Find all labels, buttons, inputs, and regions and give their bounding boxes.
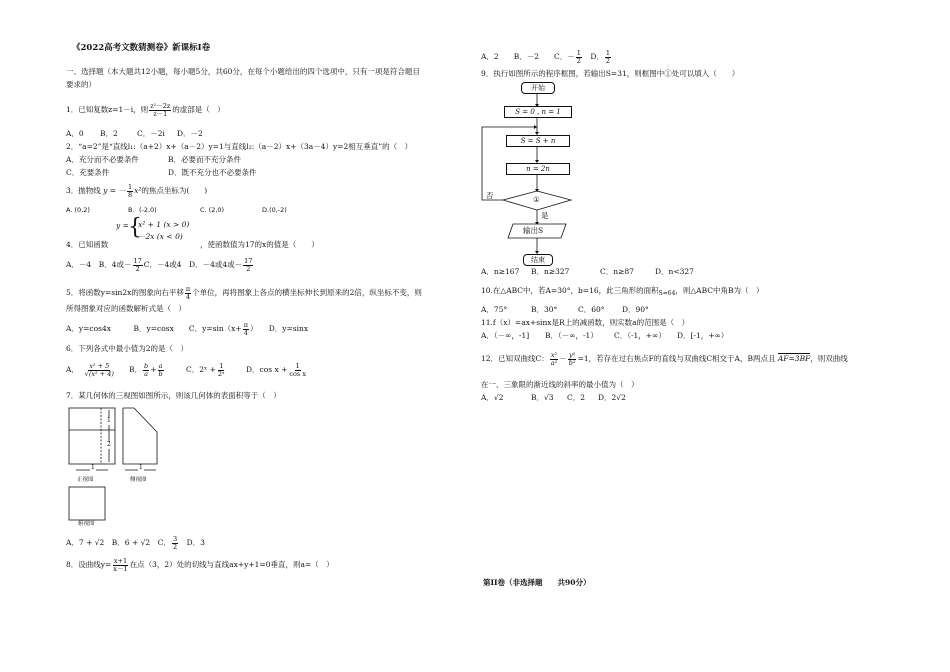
q3-option-d: D.(0,-2) <box>262 206 287 214</box>
flow-yes-label: 是 <box>541 211 549 220</box>
q9-stem: 9．执行如图所示的程序框图，若输出S=31，则框图中①处可以填入（ ） <box>481 69 740 78</box>
q12-option-b: B．√3 <box>531 393 554 402</box>
q1-option-d: D．－2 <box>177 129 203 138</box>
q4-case2: －2x (x < 0) <box>138 232 183 241</box>
flow-condition: ① <box>533 195 540 204</box>
q9-option-a: A．n≥167 <box>481 267 520 276</box>
part-two-heading: 第II卷（非选择题 共90分） <box>483 578 591 587</box>
side-view-label: 侧视图 <box>130 477 147 483</box>
q10-option-c: C．60° <box>578 305 605 314</box>
q12-option-c: C．2 <box>567 393 586 402</box>
q4-stem-pre: 4．已知函数 <box>66 240 109 249</box>
q9-option-c: C．n≥87 <box>600 267 634 276</box>
q2-option-d: D．既不充分也不必要条件 <box>168 168 257 177</box>
flow-init: S = 0 , n = 1 <box>504 106 572 118</box>
section-instruction-cont: 要求的） <box>66 80 96 89</box>
q1-option-c: C．－2i <box>137 129 165 138</box>
flow-no-label: 否 <box>486 191 494 200</box>
q4-case1: x² + 1 (x > 0) <box>138 220 190 229</box>
side-dim-label: 1 <box>139 464 143 471</box>
q2-option-c: C．充要条件 <box>66 168 110 177</box>
q4-stem-post: ，使函数值为17的x的值是（ ） <box>200 240 319 249</box>
q12-option-d: D．2√2 <box>598 393 626 402</box>
q8-options: A．2 B．－2 C．－ $\frac{1}{2}$ D． $\frac{1}{2}$ <box>481 49 611 65</box>
q5-stem-cont: 所得图象对应的函数解析式是（ ） <box>66 304 186 313</box>
q9-option-b: B．n≥327 <box>531 267 570 276</box>
q7-options: A．7 + √2 B．6 + √2 C． $\frac{3}{2}$ D．3 <box>66 535 205 551</box>
q5-options: A．y=cos4x B．y=cosx C．y=sin（x+ $\frac{\pi}{4}$ ） D．y=sinx <box>66 321 309 337</box>
q12-stem: 12．已知双曲线C： $\frac{\text{x²}}{\text{a²}}$ － $\frac{\text{y²}}{\text{b²}}$ =1，若存在过右焦点F的直线与双曲线C相交于A，B两点且 AF=3BF，则双曲线 <box>481 351 848 367</box>
flow-start: 开始 <box>521 82 555 94</box>
q6-option-c: C．2ˣ + $\frac{1}{\text{2ˣ}}$ <box>186 362 225 378</box>
q6-option-a: A． $\frac{\text{x² + 5}}{\text{√(x² + 4)}}$ <box>66 362 114 378</box>
q2-stem: 2．“a=2”是“直线l₁:（a+2）x+（a－2）y=1与直线l₂:（a－2）x+（3a－4）y=2相互垂直”的（ ） <box>66 142 413 151</box>
q3-option-a: A. (0,2) <box>66 206 90 214</box>
q5-stem: 5．将函数y=sin2x的图象向右平移 $\frac{\pi}{4}$ 个单位，再将图象上各点的横坐标伸长到原来的2倍，纵坐标不变，则 <box>66 285 422 301</box>
q1-option-b: B．2 <box>100 129 118 138</box>
q10-option-d: D．90° <box>622 305 649 314</box>
q11-option-a: A．（－∞，-1] <box>481 331 530 340</box>
section-instruction: 一、选择题（本大题共12小题，每小题5分，共60分，在每个小题给出的四个选项中，只有一项是符合题目 <box>66 67 420 76</box>
q10-stem: 10.在△ABC中，若A=30°，b=16，此三角形的面积$_{S=64}$，则△ABC中角B为（ ） <box>481 286 764 297</box>
front-dim-label: 1 <box>91 464 95 471</box>
q4-brace: { <box>128 215 142 240</box>
q1-option-a: A．0 <box>66 129 84 138</box>
top-view-label: 俯视图 <box>78 521 95 527</box>
vertical-dim-label-2: 2 <box>107 441 111 448</box>
q8-stem: 8．设曲线y= $\frac{x+1}{x-1}$ 在点（3，2）处的切线与直线ax+y+1=0垂直，则a=（ ） <box>66 557 334 573</box>
q1-stem: 1．已知复数z=1－i，则 $\frac{\text{z²－2z}}{z-1}$ 的虚部是（ ） <box>66 102 225 118</box>
q4-piecewise: y = <box>116 221 129 230</box>
q12-stem-cont: 在一、三象限的渐近线的斜率的最小值为（ ） <box>481 380 639 389</box>
q6-option-d: D．cos x + $\frac{1}{\text{cos x}}$ <box>246 362 306 378</box>
q6-stem: 6．下列各式中最小值为2的是（ ） <box>66 344 189 353</box>
q4-options: A．－4 B．4或－ $\frac{17}{2}$ C．－4或4 D．－4或4或－ $\frac{17}{2}$ <box>66 257 253 273</box>
q12-option-a: A．√2 <box>481 393 504 402</box>
flow-step-sum: S = S + n <box>506 135 570 147</box>
q10-option-b: B．30° <box>531 305 558 314</box>
front-view-label: 正视图 <box>77 477 94 483</box>
flow-step-double: n = 2n <box>506 163 570 175</box>
q11-option-d: D．[-1，+∞） <box>677 331 729 340</box>
vertical-dim-label-1: 1 <box>107 417 111 424</box>
q11-stem: 11.f（x）=ax+sinx是R上的减函数，则实数a的范围是（ ） <box>481 318 690 327</box>
q2-option-a: A．充分而不必要条件 <box>66 155 139 164</box>
q10-option-a: A．75° <box>481 305 508 314</box>
q2-option-b: B．必要而不充分条件 <box>168 155 242 164</box>
paper-title: 《2022高考文数猜测卷》新课标Ⅰ卷 <box>72 43 211 53</box>
q3-option-b: B．(-2,0) <box>128 206 157 214</box>
q7-stem: 7．某几何体的三视图如图所示，则该几何体的表面积等于（ ） <box>66 391 281 400</box>
q3-option-c: C. (2,0) <box>200 206 225 214</box>
q3-stem: 3．抛物线 y = － $\frac{1}{8}$ x²的焦点坐标为( ) <box>66 183 208 199</box>
q11-option-b: B．（－∞，-1） <box>545 331 598 340</box>
q9-option-d: D．n<327 <box>655 267 694 276</box>
flow-end: 结束 <box>523 254 553 266</box>
q11-option-c: C．（-1，+∞） <box>614 331 666 340</box>
q6-option-b: B． $\frac{b}{a}$ + $\frac{a}{b}$ <box>129 362 163 378</box>
flow-output: 输出S <box>523 226 544 235</box>
